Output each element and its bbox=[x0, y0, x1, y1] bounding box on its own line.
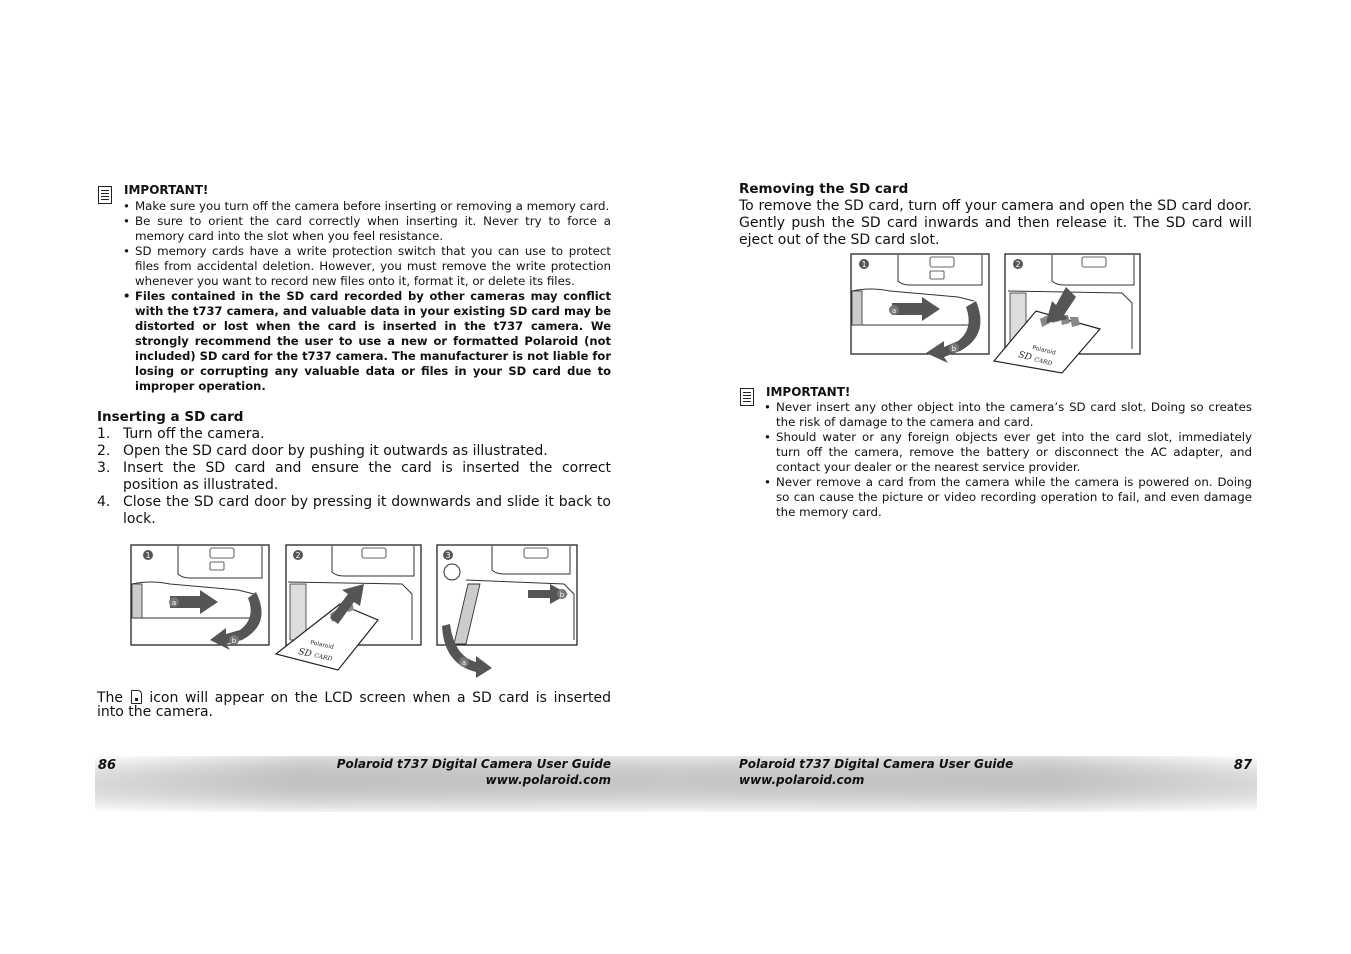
step-number: 1 bbox=[861, 260, 867, 269]
list-item: • Files contained in the SD card recorded by other cameras may conflict with the t737 camera, and valuable data in your existing SD card may be distorted or lost when the card is inserted in the t737 camera. We strongly recommend the user to use a new or formatted Polaroid (not included) SD card for the t737 camera. The manufacturer is not liable for losing or corrupting any valuable data or files in your SD card due to improper operation. bbox=[121, 289, 611, 394]
list-item: • Never remove a card from the camera while the camera is powered on. Doing so can cause the picture or video recording operation to fail, and even damage the memory card. bbox=[762, 475, 1252, 520]
page-number-right: 87 bbox=[1233, 758, 1252, 773]
step-number: 3 bbox=[445, 551, 451, 560]
illustration-remove-step-1 bbox=[850, 253, 992, 369]
list-item: • Be sure to orient the card correctly when inserting it. Never try to force a memory card into the slot when you feel resistance. bbox=[121, 214, 611, 244]
label-b: b bbox=[231, 637, 237, 645]
icon-note: The icon will appear on the LCD screen when a SD card is inserted into the camera. bbox=[97, 690, 612, 720]
card-brand: Polaroid bbox=[1031, 344, 1057, 357]
step-number: 1 bbox=[145, 551, 151, 560]
illustration-step-2 bbox=[272, 544, 422, 680]
list-item: • Make sure you turn off the camera before inserting or removing a memory card. bbox=[121, 199, 611, 214]
important-list bbox=[121, 199, 611, 394]
list-item: • Should water or any foreign objects ever get into the card slot, immediately turn off the camera, remove the battery or disconnect the AC adapter, and contact your dealer or the nearest service provider. bbox=[762, 430, 1252, 475]
section-heading: Inserting a SD card bbox=[97, 409, 244, 425]
step-number: 2 bbox=[295, 551, 301, 560]
removing-text: To remove the SD card, turn off your camera and open the SD card door. Gently push the SD card inwards and then release it. The SD card will eject out of the SD card slot. bbox=[739, 198, 1252, 248]
note-icon bbox=[98, 186, 112, 204]
illustration-step-3 bbox=[436, 544, 578, 680]
list-item: 2. Open the SD card door by pushing it outwards as illustrated. bbox=[97, 443, 548, 459]
sd-card-icon bbox=[131, 690, 142, 704]
illustration-step-1 bbox=[130, 544, 270, 660]
list-item: 1. Turn off the camera. bbox=[97, 426, 265, 442]
list-item: • Never insert any other object into the camera’s SD card slot. Doing so creates the risk of damage to the camera and card. bbox=[762, 400, 1252, 430]
label-b: b bbox=[951, 345, 957, 353]
important-list bbox=[762, 400, 1252, 520]
list-item: 4. Close the SD card door by pressing it downwards and slide it back to lock. bbox=[97, 494, 611, 527]
card-sub: CARD bbox=[313, 652, 333, 663]
important-title: IMPORTANT! bbox=[124, 183, 209, 197]
step-number: 2 bbox=[1015, 260, 1021, 269]
section-heading: Removing the SD card bbox=[739, 181, 909, 197]
label-b: b bbox=[559, 591, 565, 599]
note-icon bbox=[740, 388, 754, 406]
illustration-remove-step-2 bbox=[992, 253, 1142, 377]
label-a: a bbox=[171, 599, 177, 607]
list-item: 3. Insert the SD card and ensure the card is inserted the correct position as illustrated. bbox=[97, 460, 611, 493]
page-number-left: 86 bbox=[98, 758, 117, 773]
card-text: SD bbox=[297, 647, 313, 660]
important-title: IMPORTANT! bbox=[766, 385, 851, 399]
card-brand: Polaroid bbox=[309, 639, 335, 651]
card-sub: CARD bbox=[1033, 356, 1053, 368]
list-item: • SD memory cards have a write protection switch that you can use to protect files from accidental deletion. However, you must remove the write protection whenever you want to record new files onto it, format it, or delete its files. bbox=[121, 244, 611, 289]
card-text: SD bbox=[1017, 350, 1033, 364]
footer-title-right: Polaroid t737 Digital Camera User Guide www.polaroid.com bbox=[739, 757, 1014, 787]
label-a: a bbox=[891, 307, 897, 315]
steps-list bbox=[97, 426, 611, 528]
footer-title-left: Polaroid t737 Digital Camera User Guide www.polaroid.com bbox=[336, 757, 611, 787]
label-a: a bbox=[461, 659, 467, 667]
